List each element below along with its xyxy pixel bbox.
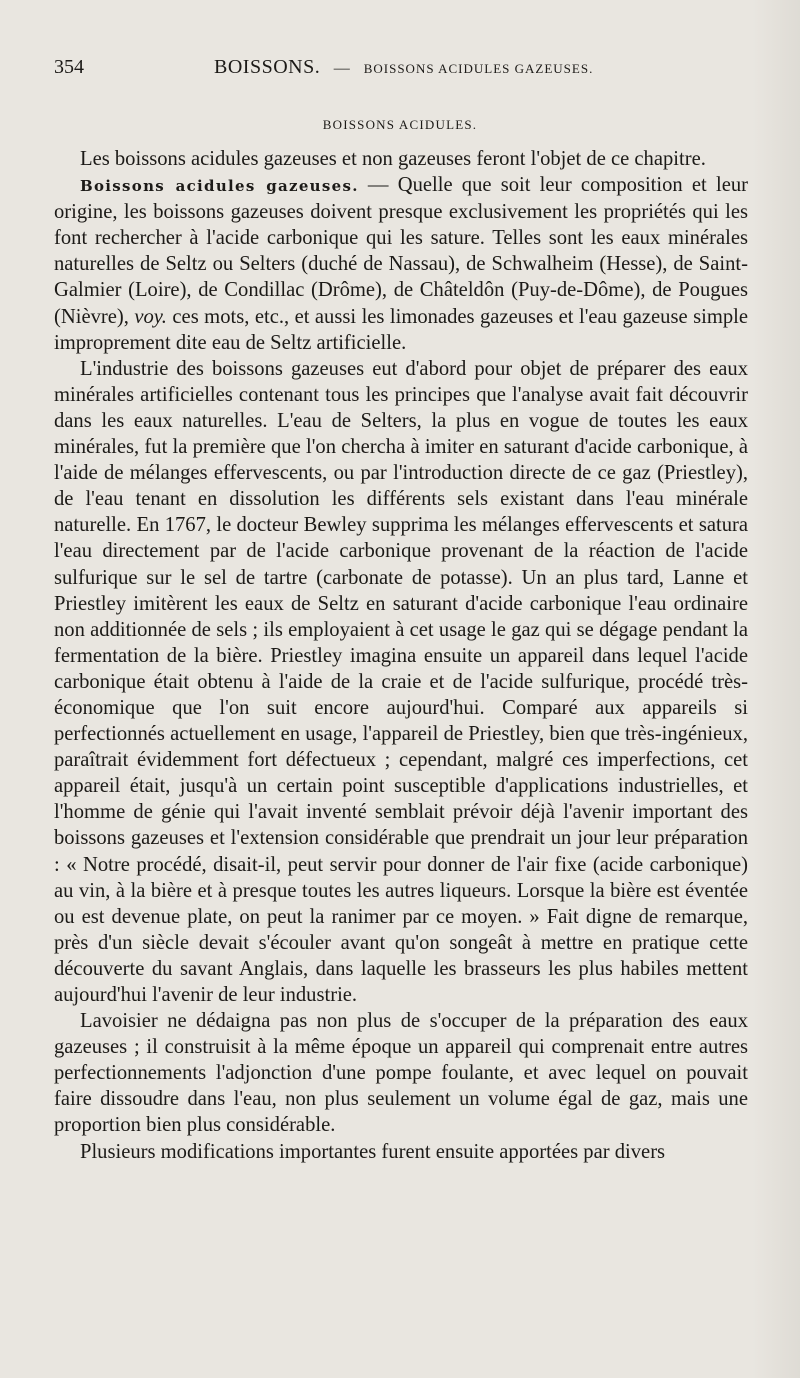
body-text: [54, 146, 748, 1165]
paragraph-text: ces mots, etc., et aussi les limonades gazeuses et l'eau gazeuse simple improprement dite eau de Seltz artificielle.: [54, 305, 748, 354]
paragraph-modifications: Plusieurs modifications importantes furent ensuite apportées par divers: [80, 1140, 666, 1163]
paragraph-text: — Quelle que soit leur composition et leur origine, les boissons gazeuses doivent presque exclusivement les propriétés qui les font rechercher à l'acide carbonique qui les sature. Telles sont les eaux minérales naturelles de Seltz ou Selters (duché de Nassau), de Schwalheim (Hesse), de Saint-Galmier (Loire), de Condillac (Drôme), de Châteldôn (Puy-de-Dôme), de Pougues (Nièvre),: [54, 174, 748, 328]
paragraph-intro: Les boissons acidules gazeuses et non gazeuses feront l'objet de ce chapitre.: [80, 148, 706, 170]
paragraph-boissons-gazeuses: [54, 172, 748, 356]
section-heading: BOISSONS ACIDULES.: [322, 117, 478, 132]
paragraph-italic-ref: voy.: [134, 305, 167, 328]
paragraph-lead-term: Boissons acidules gazeuses.: [80, 177, 359, 196]
running-title-main: BOISSONS.: [214, 56, 321, 78]
running-title: [214, 56, 593, 79]
running-head: [54, 56, 754, 86]
running-title-subtitle: BOISSONS ACIDULES GAZEUSES.: [363, 61, 594, 76]
paragraph-industrie: L'industrie des boissons gazeuses eut d'abord pour objet de préparer des eaux minérales artificielles contenant tous les principes que l'analyse avait fait découvrir dans les eaux naturelles. L'eau de Selters, la plus en vogue de toutes les eaux minérales, fut la première que l'on chercha à imiter en saturant d'acide carbonique, à l'aide de mélanges effervescents, ou par l'introduction directe de ce gaz (Priestley), de l'eau tenant en dissolution les différents sels existant dans l'eau minérale naturelle. En 1767, le docteur Bewley supprima les mélanges effervescents et satura l'eau directement par de l'acide carbonique provenant de la réaction de l'acide sulfurique sur le sel de tartre (carbonate de potasse). Un an plus tard, Lanne et Priestley imitèrent les eaux de Seltz en saturant d'acide carbonique l'eau ordinaire non additionnée de sels ; ils employaient à cet usage le gaz qui se dégage pendant la fermentation de la bière. Priestley imagina ensuite un appareil dans lequel l'acide carbonique était obtenu à l'aide de la craie et de l'acide sulfurique, procédé très-économique que l'on suit encore aujourd'hui. Comparé aux appareils si perfectionnés actuellement en usage, l'appareil de Priestley, bien que très-ingénieux, paraîtrait évidemment fort défectueux ; cependant, malgré ces imperfections, cet appareil était, jusqu'à un certain point susceptible d'applications industrielles, et l'homme de génie qui l'avait inventé semblait prévoir déjà l'avenir important des boissons gazeuses et l'extension considérable que prendrait un jour leur préparation : « Notre procédé, disait-il, peut servir pour donner de l'air fixe (acide carbonique) au vin, à la bière et à presque toutes les autres liqueurs. Lorsque la bière est éventée ou est devenue plate, on peut la ranimer par ce moyen. » Fait digne de remarque, près d'un siècle devait s'écouler avant qu'on songeât à mettre en pratique cette découverte du savant Anglais, dans laquelle les brasseurs les plus habiles mettent aujourd'hui l'avenir de leur industrie.: [54, 357, 748, 1006]
paragraph-lavoisier: Lavoisier ne dédaigna pas non plus de s'occuper de la préparation des eaux gazeuses ; il construisit à la même époque un appareil qui comprenait entre autres perfectionnements l'adjonction d'une pompe foulante, et avec lequel on pouvait faire dissoudre dans l'eau, non plus seulement un volume égal de gaz, mais une proportion bien plus considérable.: [54, 1010, 748, 1137]
page-number: 354: [54, 56, 84, 78]
running-title-separator: —: [333, 60, 351, 77]
